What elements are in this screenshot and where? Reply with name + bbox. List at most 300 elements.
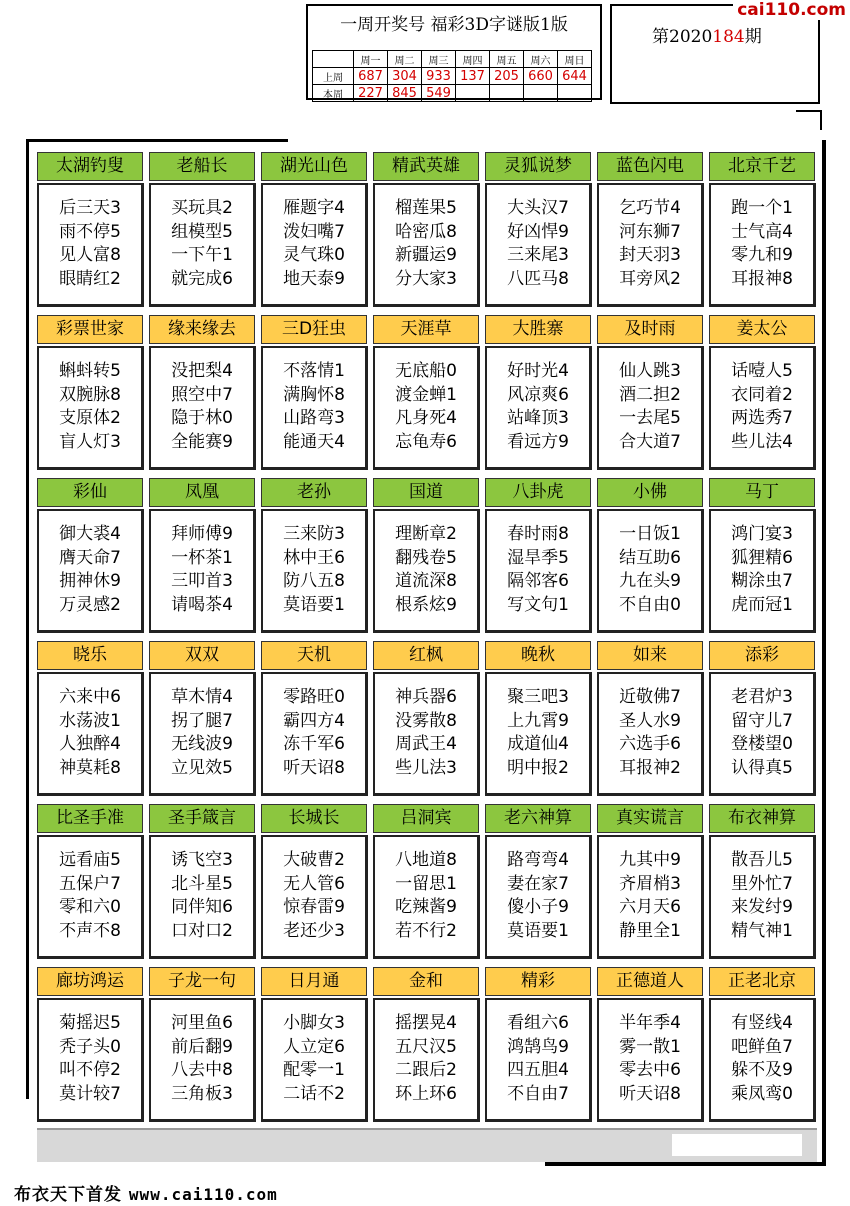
- card-body: [261, 346, 368, 470]
- riddle-card: [37, 641, 143, 794]
- riddle-card: [149, 315, 255, 468]
- riddle-line: 封天羽3: [619, 245, 681, 265]
- riddle-line: 风凉爽6: [507, 384, 569, 405]
- riddle-line: 大头汉7: [507, 198, 569, 218]
- day-label: 周二: [388, 51, 422, 68]
- card-title: 及时雨: [597, 315, 703, 344]
- card-body: [37, 509, 144, 633]
- riddle-line: 不自由7: [507, 1083, 569, 1104]
- riddle-line: 神兵器6: [395, 687, 457, 707]
- riddle-line: 一杯茶1: [171, 547, 233, 568]
- card-title: 凤凰: [149, 478, 255, 507]
- riddle-line: 好时光4: [507, 361, 569, 381]
- card-title: 双双: [149, 641, 255, 670]
- riddle-line: 忘龟寿6: [395, 431, 457, 452]
- riddle-line: 六选手6: [619, 734, 681, 754]
- riddle-line: 同伴知6: [171, 897, 233, 917]
- riddle-line: 五保户7: [59, 873, 121, 894]
- card-title: 八卦虎: [485, 478, 591, 507]
- card-body: [261, 509, 368, 633]
- riddle-card: [597, 152, 703, 305]
- riddle-line: 拥神休9: [59, 571, 121, 591]
- riddle-card: [373, 641, 479, 794]
- riddle-line: 后三天3: [59, 198, 121, 218]
- card-body: [261, 835, 368, 959]
- riddle-line: 无人管6: [283, 873, 345, 894]
- riddle-card: [37, 478, 143, 631]
- riddle-card: [373, 152, 479, 305]
- riddle-line: 仙人跳3: [619, 361, 681, 381]
- riddle-line: 防八五8: [283, 571, 345, 591]
- riddle-line: 雁题字4: [283, 198, 345, 218]
- footer-blank: [672, 1134, 802, 1156]
- card-title: 金和: [373, 967, 479, 996]
- card-body: [597, 346, 704, 470]
- riddle-line: 前后翻9: [171, 1036, 233, 1057]
- riddle-line: 傻小子9: [507, 897, 569, 917]
- riddle-line: 盲人灯3: [59, 431, 121, 452]
- riddle-line: 理断章2: [395, 524, 457, 544]
- card-body: [709, 346, 816, 470]
- riddle-line: 些儿法4: [731, 431, 793, 452]
- card-body: [709, 835, 816, 959]
- card-body: [485, 183, 592, 307]
- riddle-line: 请喝茶4: [171, 594, 233, 615]
- card-body: [37, 835, 144, 959]
- riddle-line: 御大裘4: [59, 524, 121, 544]
- riddle-line: 圣人水9: [619, 710, 681, 731]
- riddle-card: [485, 641, 591, 794]
- last-week-row: [313, 68, 592, 85]
- card-body: [37, 346, 144, 470]
- card-title: 廊坊鸿运: [37, 967, 143, 996]
- riddle-line: 无线波9: [171, 734, 233, 754]
- draw-number: 227: [354, 85, 388, 102]
- riddle-line: 站峰顶3: [507, 408, 569, 428]
- card-body: [709, 998, 816, 1122]
- riddle-line: 周武王4: [395, 734, 457, 754]
- riddle-line: 就完成6: [171, 268, 233, 289]
- draw-number: 205: [490, 68, 524, 85]
- draw-number: [524, 85, 558, 102]
- frame-line: [26, 139, 288, 142]
- riddle-line: 湿旱季5: [507, 547, 569, 568]
- card-title: 天机: [261, 641, 367, 670]
- draw-number: 304: [388, 68, 422, 85]
- page-title: 一周开奖号 福彩3D字谜版1版: [340, 15, 568, 35]
- weekly-draw-panel: [306, 4, 602, 100]
- riddle-line: 结互助6: [619, 547, 681, 568]
- riddle-line: 买玩具2: [171, 198, 233, 218]
- card-body: [373, 183, 480, 307]
- card-title: 北京千艺: [709, 152, 815, 181]
- riddle-card: [261, 152, 367, 305]
- frame-line: [820, 110, 822, 130]
- card-title: 添彩: [709, 641, 815, 670]
- card-body: [597, 998, 704, 1122]
- riddle-line: 蝌蚪转5: [59, 361, 121, 381]
- riddle-line: 半年季4: [619, 1013, 681, 1033]
- riddle-line: 零去中6: [619, 1060, 681, 1080]
- riddle-card: [373, 804, 479, 957]
- frame-line: [822, 140, 826, 1162]
- riddle-line: 没把梨4: [171, 361, 233, 381]
- riddle-line: 看组六6: [507, 1013, 569, 1033]
- card-body: [149, 835, 256, 959]
- card-title: 蓝色闪电: [597, 152, 703, 181]
- riddle-line: 山路弯3: [283, 408, 345, 428]
- card-title: 子龙一句: [149, 967, 255, 996]
- card-title: 老船长: [149, 152, 255, 181]
- riddle-line: 躲不及9: [731, 1060, 793, 1080]
- riddle-line: 河里鱼6: [171, 1013, 233, 1033]
- riddle-line: 狐狸精6: [731, 547, 793, 568]
- riddle-line: 近敬佛7: [619, 687, 681, 707]
- riddle-line: 老君炉3: [731, 687, 793, 707]
- riddle-line: 乘凤鸾0: [731, 1083, 793, 1104]
- card-title: 姜太公: [709, 315, 815, 344]
- card-title: 日月通: [261, 967, 367, 996]
- riddle-line: 四五胆4: [507, 1060, 569, 1080]
- card-body: [149, 183, 256, 307]
- riddle-line: 秃子头0: [59, 1036, 121, 1057]
- riddle-card: [373, 315, 479, 468]
- riddle-line: 一留思1: [395, 873, 457, 894]
- riddle-card: [485, 315, 591, 468]
- riddle-line: 糊涂虫7: [731, 571, 793, 591]
- riddle-line: 不自由0: [619, 594, 681, 615]
- draw-number: 660: [524, 68, 558, 85]
- card-body: [149, 998, 256, 1122]
- riddle-card: [37, 315, 143, 468]
- riddle-line: 人立定6: [283, 1036, 345, 1057]
- card-body: [485, 998, 592, 1122]
- card-body: [373, 835, 480, 959]
- riddle-line: 水荡波1: [59, 710, 121, 731]
- riddle-line: 一去尾5: [619, 408, 681, 428]
- frame-line: [545, 1162, 826, 1166]
- riddle-line: 听天诏8: [283, 757, 345, 778]
- card-title: 湖光山色: [261, 152, 367, 181]
- draw-number: 644: [558, 68, 592, 85]
- riddle-card: [597, 478, 703, 631]
- riddle-line: 话噎人5: [731, 361, 793, 381]
- card-body: [37, 998, 144, 1122]
- card-title: 晚秋: [485, 641, 591, 670]
- card-body: [37, 672, 144, 796]
- row-label: 本周: [313, 85, 354, 102]
- riddle-line: 雾一散1: [619, 1036, 681, 1057]
- riddle-card: [261, 641, 367, 794]
- riddle-line: 地天泰9: [283, 268, 345, 289]
- riddle-line: 一下午1: [171, 245, 233, 265]
- riddle-line: 万灵感2: [59, 594, 121, 615]
- riddle-line: 来发纣9: [731, 897, 793, 917]
- riddle-line: 隔邻客6: [507, 571, 569, 591]
- riddle-line: 能通天4: [283, 431, 345, 452]
- card-body: [485, 672, 592, 796]
- riddle-line: 虎而冠1: [731, 594, 793, 615]
- riddle-line: 二跟后2: [395, 1060, 457, 1080]
- card-title: 长城长: [261, 804, 367, 833]
- card-body: [261, 998, 368, 1122]
- card-body: [373, 509, 480, 633]
- card-title: 红枫: [373, 641, 479, 670]
- riddle-line: 妻在家7: [507, 873, 569, 894]
- riddle-card: [37, 152, 143, 305]
- draw-number: 687: [354, 68, 388, 85]
- riddle-line: 口对口2: [171, 920, 233, 941]
- frame-line: [796, 110, 822, 112]
- riddle-line: 摇摆晃4: [395, 1013, 457, 1033]
- riddle-line: 二话不2: [283, 1083, 345, 1104]
- riddle-line: 好凶悍9: [507, 221, 569, 242]
- draw-number: 933: [422, 68, 456, 85]
- this-week-row: [313, 85, 592, 102]
- riddle-line: 河东狮7: [619, 221, 681, 242]
- card-body: [149, 672, 256, 796]
- card-title: 灵狐说梦: [485, 152, 591, 181]
- riddle-line: 新疆运9: [395, 245, 457, 265]
- riddle-line: 拜师傅9: [171, 524, 233, 544]
- riddle-line: 不落情1: [283, 361, 345, 381]
- riddle-line: 些儿法3: [395, 757, 457, 778]
- riddle-line: 留守儿7: [731, 710, 793, 731]
- riddle-line: 静里全1: [619, 920, 681, 941]
- card-body: [709, 672, 816, 796]
- row-label: 上周: [313, 68, 354, 85]
- card-body: [37, 183, 144, 307]
- card-title: 正老北京: [709, 967, 815, 996]
- riddle-line: 满胸怀8: [283, 384, 345, 405]
- riddle-line: 跑一个1: [731, 198, 793, 218]
- riddle-line: 春时雨8: [507, 524, 569, 544]
- riddle-line: 吃辣酱9: [395, 897, 457, 917]
- riddle-line: 环上环6: [395, 1083, 457, 1104]
- day-label: 周四: [456, 51, 490, 68]
- riddle-line: 凡身死4: [395, 408, 457, 428]
- riddle-card: [373, 967, 479, 1120]
- card-body: [373, 998, 480, 1122]
- riddle-card: [597, 315, 703, 468]
- riddle-line: 霸四方4: [283, 710, 345, 731]
- riddle-line: 成道仙4: [507, 734, 569, 754]
- card-title: 彩仙: [37, 478, 143, 507]
- riddle-line: 合大道7: [619, 431, 681, 452]
- riddle-line: 里外忙7: [731, 873, 793, 894]
- riddle-card: [597, 804, 703, 957]
- riddle-line: 鸿鹄鸟9: [507, 1036, 569, 1057]
- riddle-line: 两选秀7: [731, 408, 793, 428]
- riddle-card: [485, 804, 591, 957]
- riddle-line: 散吾儿5: [731, 850, 793, 870]
- riddle-line: 听天诏8: [619, 1083, 681, 1104]
- riddle-line: 拐了腿7: [171, 710, 233, 731]
- footer: 布衣天下首发 www.cai110.com: [14, 1185, 278, 1205]
- card-title: 精彩: [485, 967, 591, 996]
- riddle-line: 北斗星5: [171, 873, 233, 894]
- riddle-line: 耳报神8: [731, 268, 793, 289]
- card-title: 布衣神算: [709, 804, 815, 833]
- riddle-line: 惊春雷9: [283, 897, 345, 917]
- draw-number: 845: [388, 85, 422, 102]
- riddle-line: 聚三吧3: [507, 687, 569, 707]
- riddle-line: 双腕脉8: [59, 384, 121, 405]
- riddle-line: 上九霄9: [507, 710, 569, 731]
- riddle-line: 不声不8: [59, 920, 121, 941]
- riddle-line: 一日饭1: [619, 524, 681, 544]
- riddle-line: 零和六0: [59, 897, 121, 917]
- riddle-card: [261, 315, 367, 468]
- riddle-line: 酒二担2: [619, 384, 681, 405]
- riddle-line: 冻千军6: [283, 734, 345, 754]
- riddle-line: 见人富8: [59, 245, 121, 265]
- riddle-line: 人独醉4: [59, 734, 121, 754]
- riddle-line: 全能赛9: [171, 431, 233, 452]
- riddle-line: 无底船0: [395, 361, 457, 381]
- card-title: 小佛: [597, 478, 703, 507]
- day-label: 周三: [422, 51, 456, 68]
- riddle-line: 配零一1: [283, 1060, 345, 1080]
- card-body: [709, 509, 816, 633]
- card-body: [149, 346, 256, 470]
- riddle-line: 莫语要1: [283, 594, 345, 615]
- riddle-card: [485, 967, 591, 1120]
- card-body: [261, 672, 368, 796]
- riddle-line: 远看庙5: [59, 850, 121, 870]
- riddle-card: [37, 804, 143, 957]
- riddle-line: 莫计较7: [59, 1083, 121, 1104]
- riddle-line: 鸿门宴3: [731, 524, 793, 544]
- riddle-line: 诱飞空3: [171, 850, 233, 870]
- card-title: 马丁: [709, 478, 815, 507]
- riddle-card: [149, 152, 255, 305]
- riddle-line: 看远方9: [507, 431, 569, 452]
- riddle-line: 雨不停5: [59, 221, 121, 242]
- card-title: 正德道人: [597, 967, 703, 996]
- riddle-card: [261, 967, 367, 1120]
- riddle-line: 哈密瓜8: [395, 221, 457, 242]
- riddle-line: 认得真5: [731, 757, 793, 778]
- riddle-line: 分大家3: [395, 268, 457, 289]
- riddle-line: 叫不停2: [59, 1060, 121, 1080]
- riddle-card: [709, 152, 815, 305]
- riddle-line: 齐眉梢3: [619, 873, 681, 894]
- riddle-card: [485, 152, 591, 305]
- riddle-line: 三来防3: [283, 524, 345, 544]
- card-body: [149, 509, 256, 633]
- riddle-card: [709, 478, 815, 631]
- riddle-card: [709, 967, 815, 1120]
- riddle-card: [149, 641, 255, 794]
- riddle-line: 士气高4: [731, 221, 793, 242]
- draw-number: 549: [422, 85, 456, 102]
- riddle-line: 有竖线4: [731, 1013, 793, 1033]
- riddle-line: 神莫耗8: [59, 757, 121, 778]
- riddle-line: 三来尾3: [507, 245, 569, 265]
- weekly-draw-table: [312, 50, 592, 102]
- riddle-line: 林中王6: [283, 547, 345, 568]
- day-label: 周一: [354, 51, 388, 68]
- riddle-card: [149, 478, 255, 631]
- riddle-line: 照空中7: [171, 384, 233, 405]
- riddle-line: 榴莲果5: [395, 198, 457, 218]
- riddle-card: [709, 641, 815, 794]
- card-body: [261, 183, 368, 307]
- riddle-line: 六来中6: [59, 687, 121, 707]
- card-title: 如来: [597, 641, 703, 670]
- riddle-line: 零路旺0: [283, 687, 345, 707]
- riddle-line: 精气神1: [731, 920, 793, 941]
- card-body: [597, 672, 704, 796]
- card-body: [373, 346, 480, 470]
- riddle-line: 立见效5: [171, 757, 233, 778]
- riddle-line: 三角板3: [171, 1083, 233, 1104]
- riddle-card: [149, 967, 255, 1120]
- riddle-line: 耳旁风2: [619, 268, 681, 289]
- card-body: [485, 509, 592, 633]
- riddle-line: 灵气珠0: [283, 245, 345, 265]
- riddle-line: 莫语要1: [507, 920, 569, 941]
- draw-number: [456, 85, 490, 102]
- riddle-card: [373, 478, 479, 631]
- riddle-line: 翻残卷5: [395, 547, 457, 568]
- riddle-line: 写文句1: [507, 594, 569, 615]
- issue-number: 第2020184期: [652, 27, 762, 47]
- riddle-line: 支原体2: [59, 408, 121, 428]
- riddle-line: 三叩首3: [171, 571, 233, 591]
- riddle-line: 草木情4: [171, 687, 233, 707]
- frame-line: [818, 22, 820, 104]
- riddle-line: 菊摇迟5: [59, 1013, 121, 1033]
- riddle-card: [261, 478, 367, 631]
- riddle-line: 乞巧节4: [619, 198, 681, 218]
- card-body: [485, 346, 592, 470]
- riddle-line: 八地道8: [395, 850, 457, 870]
- card-title: 圣手箴言: [149, 804, 255, 833]
- card-body: [709, 183, 816, 307]
- draw-number: [558, 85, 592, 102]
- riddle-line: 道流深8: [395, 571, 457, 591]
- riddle-card: [597, 967, 703, 1120]
- riddle-card: [261, 804, 367, 957]
- riddle-line: 眼睛红2: [59, 268, 121, 289]
- card-title: 大胜寨: [485, 315, 591, 344]
- card-title: 三D狂虫: [261, 315, 367, 344]
- riddle-card: [37, 967, 143, 1120]
- riddle-line: 没雾散8: [395, 710, 457, 731]
- riddle-line: 八匹马8: [507, 268, 569, 289]
- card-title: 老六神算: [485, 804, 591, 833]
- riddle-line: 隐于林0: [171, 408, 233, 428]
- riddle-line: 泼妇嘴7: [283, 221, 345, 242]
- card-body: [597, 835, 704, 959]
- card-title: 彩票世家: [37, 315, 143, 344]
- draw-number: [490, 85, 524, 102]
- riddle-card: [597, 641, 703, 794]
- riddle-line: 膺天命7: [59, 547, 121, 568]
- day-header-row: [313, 51, 592, 68]
- card-title: 精武英雄: [373, 152, 479, 181]
- riddle-line: 若不行2: [395, 920, 457, 941]
- site-logo: cai110.com: [733, 0, 850, 20]
- day-label: 周日: [558, 51, 592, 68]
- riddle-line: 八去中8: [171, 1060, 233, 1080]
- riddle-line: 登楼望0: [731, 734, 793, 754]
- frame-line: [26, 139, 29, 1099]
- riddle-card: [485, 478, 591, 631]
- card-title: 比圣手准: [37, 804, 143, 833]
